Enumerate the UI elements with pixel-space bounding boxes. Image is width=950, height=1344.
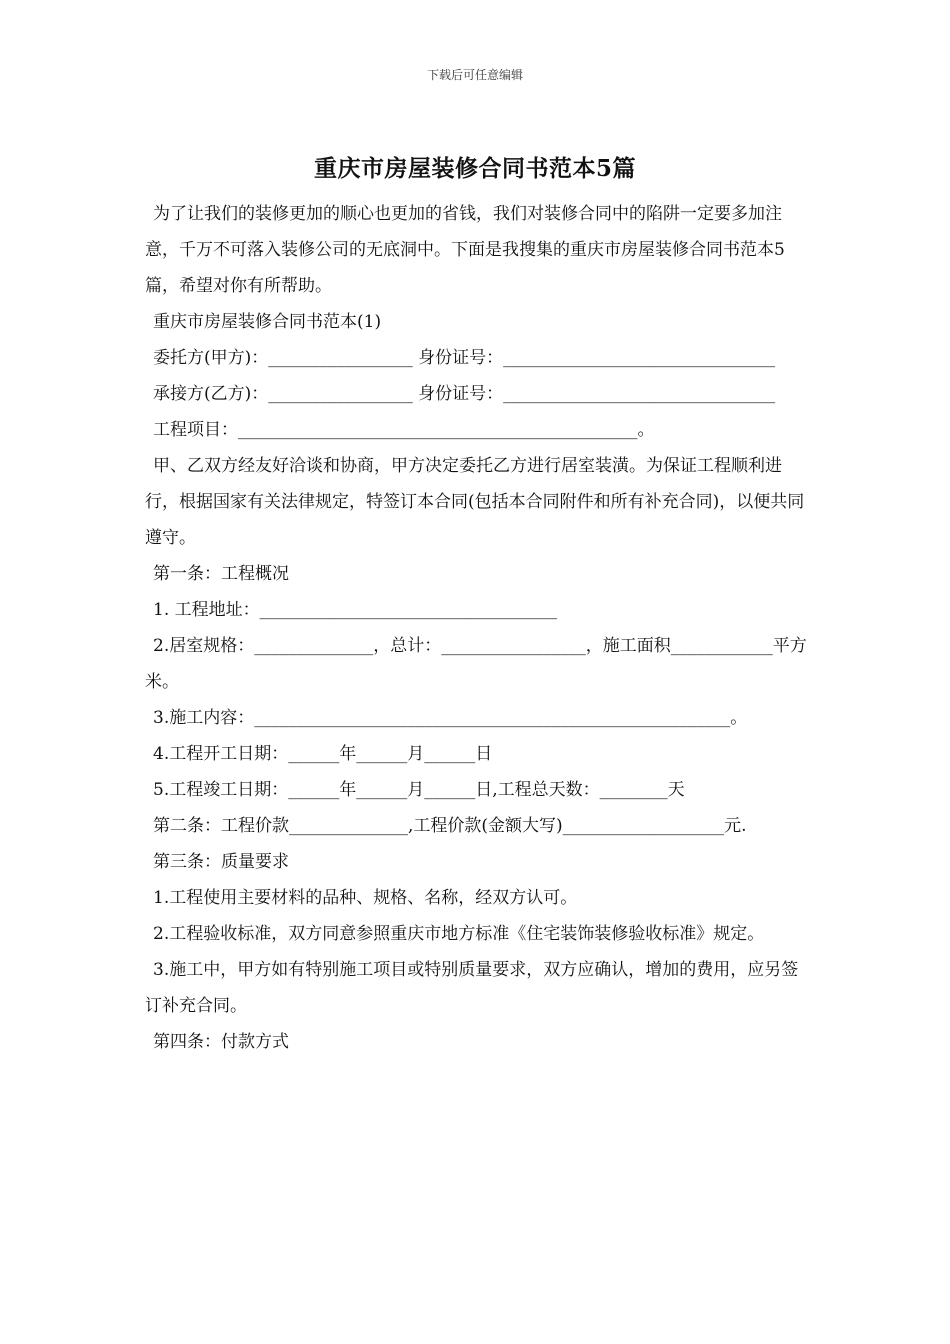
- item-1-4: 4.工程开工日期：______年______月______日: [153, 744, 493, 764]
- article-1-heading: 第一条：工程概况: [153, 564, 289, 584]
- party-a-line: 委托方(甲方)：_________________ 身份证号：________________________________: [153, 348, 776, 368]
- contract-subtitle: 重庆市房屋装修合同书范本(1): [153, 312, 382, 332]
- document-body: [145, 196, 807, 1060]
- article-3-heading: 第三条：质量要求: [153, 852, 289, 872]
- item-3-2: 2.工程验收标准，双方同意参照重庆市地方标准《住宅装饰装修验收标准》规定。: [153, 924, 765, 944]
- item-1-3: 3.施工内容：________________________________________________________。: [153, 708, 748, 728]
- item-1-2: 2.居室规格：______________，总计：_________________，施工面积____________平方米。: [145, 636, 807, 692]
- item-3-1: 1.工程使用主要材料的品种、规格、名称，经双方认可。: [153, 888, 578, 908]
- party-b-line: 承接方(乙方)：_________________ 身份证号：________________________________: [153, 384, 776, 404]
- item-1-1: 1. 工程地址：___________________________________: [153, 600, 558, 620]
- article-2-line: 第二条：工程价款______________,工程价款(金额大写)___________________元.: [153, 816, 747, 836]
- agreement-paragraph: 甲、乙双方经友好洽谈和协商，甲方决定委托乙方进行居室装潢。为保证工程顺利进行，根据国家有关法律规定，特签订本合同(包括本合同附件和所有补充合同)，以便共同遵守。: [145, 456, 805, 548]
- project-line: 工程项目：_______________________________________________。: [153, 420, 655, 440]
- document-title: 重庆市房屋装修合同书范本5篇: [313, 155, 636, 182]
- item-3-3: 3.施工中，甲方如有特别施工项目或特别质量要求，双方应确认，增加的费用，应另签订补充合同。: [145, 960, 799, 1016]
- item-1-5: 5.工程竣工日期：______年______月______日,工程总天数：________天: [153, 780, 685, 800]
- article-4-heading: 第四条：付款方式: [153, 1032, 289, 1052]
- page-header-note: 下载后可任意编辑: [426, 68, 523, 82]
- intro-paragraph: 为了让我们的装修更加的顺心也更加的省钱，我们对装修合同中的陷阱一定要多加注意，千万不可落入装修公司的无底洞中。下面是我搜集的重庆市房屋装修合同书范本5篇，希望对你有所帮助。: [145, 204, 785, 296]
